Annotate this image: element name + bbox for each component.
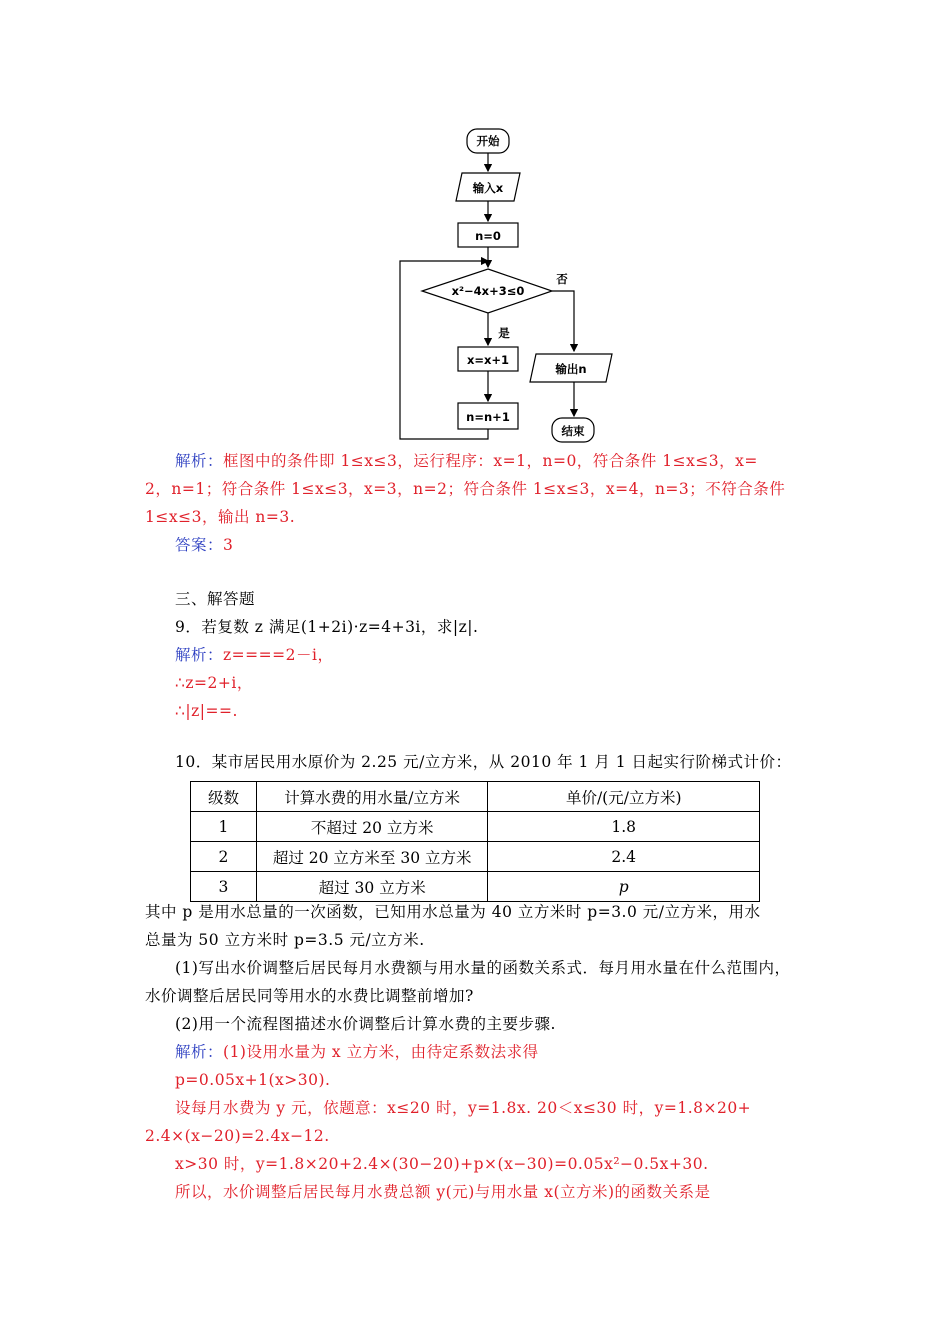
q10-analysis-text-1: (1)设用水量为 x 立方米，由待定系数法求得 <box>223 1043 539 1061</box>
q10-text-line-2: 总量为 50 立方米时 p=3.5 元/立方米. <box>145 931 425 949</box>
q10-question: 10．某市居民用水原价为 2.25 元/立方米，从 2010 年 1 月 1 日起实行阶梯式计价： <box>175 753 792 771</box>
q8-analysis-label: 解析： <box>175 452 224 470</box>
condition-label: x²−4x+3≤0 <box>451 284 525 298</box>
q8-analysis-line-3: 1≤x≤3，输出 n=3. <box>145 508 296 526</box>
q8-analysis-line-2: 2，n=1；符合条件 1≤x≤3，x=3，n=2；符合条件 1≤x≤3，x=4，n=3；不符合条件 <box>145 480 786 498</box>
output-label: 输出n <box>555 362 587 376</box>
step-x-label: x=x+1 <box>466 353 510 367</box>
q10-analysis-line-2: p=0.05x+1(x>30). <box>175 1071 331 1089</box>
q8-answer-value: 3 <box>223 536 234 554</box>
q8-answer <box>175 535 233 555</box>
end-label: 结束 <box>561 424 585 438</box>
table-cell: 3 <box>191 872 257 902</box>
q10-part1-line-1: (1)写出水价调整后居民每月水费额与用水量的函数关系式．每月用水量在什么范围内， <box>175 959 791 977</box>
init-label: n=0 <box>475 229 501 243</box>
q10-part2: (2)用一个流程图描述水价调整后计算水费的主要步骤. <box>175 1015 556 1033</box>
table-cell: 1 <box>191 812 257 842</box>
q10-analysis-line-6: 所以，水价调整后居民每月水费总额 y(元)与用水量 x(立方米)的函数关系是 <box>175 1183 711 1201</box>
table-row <box>191 842 760 872</box>
table-cell: 2.4 <box>488 842 760 872</box>
q8-answer-label: 答案： <box>175 536 224 554</box>
start-label: 开始 <box>476 134 500 148</box>
water-price-table <box>190 781 760 902</box>
table-header-cell: 单价/(元/立方米) <box>488 782 760 812</box>
q9-analysis-line-2: ∴z=2+i， <box>175 674 253 692</box>
q10-analysis-line-1 <box>175 1042 539 1062</box>
q9-analysis-label: 解析： <box>175 646 224 664</box>
table-cell: 2 <box>191 842 257 872</box>
q8-analysis-line-1 <box>175 451 758 471</box>
table-cell: p <box>488 872 760 902</box>
q9-question: 9．若复数 z 满足(1+2i)·z=4+3i，求|z|. <box>175 618 479 636</box>
q9-analysis-line-3: ∴|z|==. <box>175 702 238 720</box>
q9-analysis-text-1: z====2－i， <box>223 646 334 664</box>
table-cell: 1.8 <box>488 812 760 842</box>
flowchart <box>396 125 618 445</box>
q9-analysis-line-1 <box>175 645 333 665</box>
table-row <box>191 872 760 902</box>
table-header-cell: 级数 <box>191 782 257 812</box>
q10-analysis-line-4: 2.4×(x−20)=2.4x−12. <box>145 1127 330 1145</box>
yes-label: 是 <box>498 326 510 340</box>
q10-analysis-line-5: x>30 时，y=1.8×20+2.4×(30−20)+p×(x−30)=0.05x²−0.5x+30. <box>175 1155 709 1173</box>
table-cell: 超过 30 立方米 <box>256 872 488 902</box>
table-cell: 超过 20 立方米至 30 立方米 <box>256 842 488 872</box>
q8-analysis-text-1: 框图中的条件即 1≤x≤3，运行程序：x=1，n=0，符合条件 1≤x≤3，x= <box>223 452 758 470</box>
section-title: 三、解答题 <box>175 590 256 608</box>
table-cell: 不超过 20 立方米 <box>256 812 488 842</box>
no-label: 否 <box>556 272 568 286</box>
table-header-row <box>191 782 760 812</box>
table-header-cell: 计算水费的用水量/立方米 <box>256 782 488 812</box>
table-row <box>191 812 760 842</box>
step-n-label: n=n+1 <box>466 410 510 424</box>
q10-analysis-line-3: 设每月水费为 y 元，依题意：x≤20 时，y=1.8x. 20＜x≤30 时，y=1.8×20+ <box>175 1099 752 1117</box>
input-label: 输入x <box>472 181 504 195</box>
q10-analysis-label: 解析： <box>175 1043 224 1061</box>
q10-text-line-1: 其中 p 是用水总量的一次函数，已知用水总量为 40 立方米时 p=3.0 元/立方米，用水 <box>145 903 761 921</box>
q10-part1-line-2: 水价调整后居民同等用水的水费比调整前增加? <box>145 987 474 1005</box>
